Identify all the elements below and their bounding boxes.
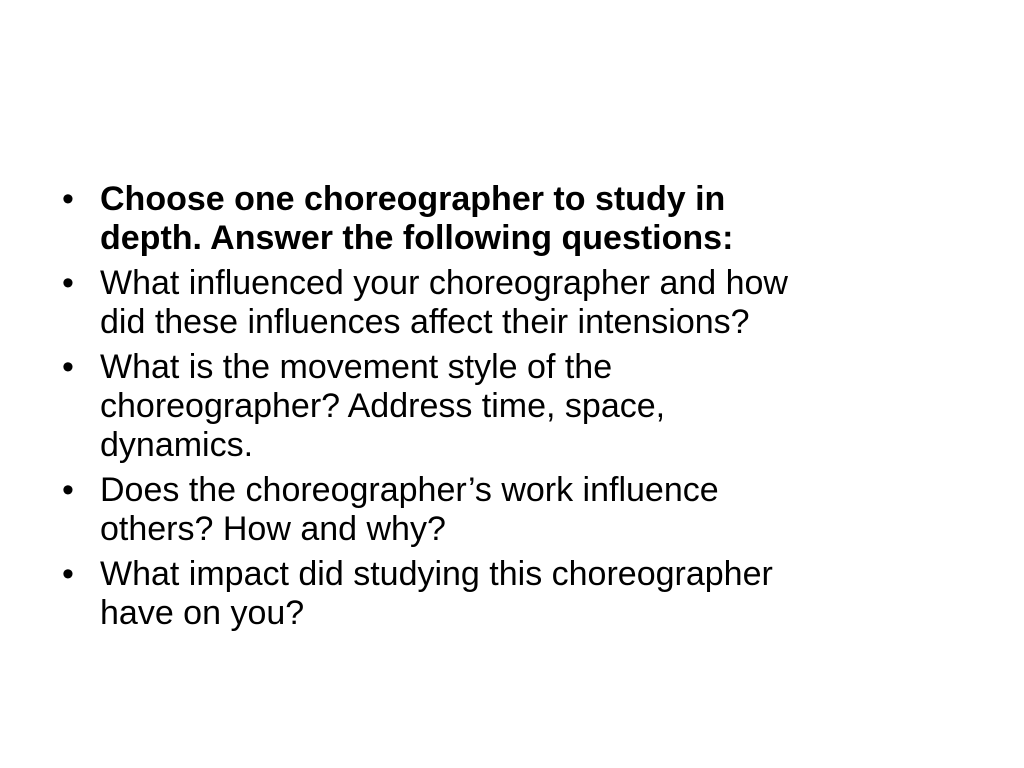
bullet-icon: • bbox=[62, 348, 74, 386]
bullet-item bbox=[62, 471, 962, 549]
bullet-item bbox=[62, 180, 962, 258]
bullet-line: Does the choreographer’s work influence bbox=[100, 471, 719, 509]
bullet-text bbox=[100, 180, 962, 258]
bullet-line: others? How and why? bbox=[100, 510, 446, 548]
bullet-line: dynamics. bbox=[100, 426, 254, 464]
bullet-line: did these influences affect their intensions? bbox=[100, 303, 750, 341]
bullet-line: Choose one choreographer to study in bbox=[100, 180, 726, 218]
bullet-icon: • bbox=[62, 555, 74, 593]
bullet-text bbox=[100, 555, 962, 633]
bullet-list bbox=[62, 180, 962, 639]
bullet-item bbox=[62, 348, 962, 465]
bullet-item bbox=[62, 264, 962, 342]
bullet-text bbox=[100, 264, 962, 342]
bullet-line: depth. Answer the following questions: bbox=[100, 219, 734, 257]
bullet-item bbox=[62, 555, 962, 633]
bullet-line: What is the movement style of the bbox=[100, 348, 613, 386]
bullet-icon: • bbox=[62, 180, 74, 218]
bullet-line: choreographer? Address time, space, bbox=[100, 387, 666, 425]
bullet-text bbox=[100, 348, 962, 465]
bullet-icon: • bbox=[62, 471, 74, 509]
bullet-icon: • bbox=[62, 264, 74, 302]
bullet-line: have on you? bbox=[100, 594, 305, 632]
bullet-line: What influenced your choreographer and how bbox=[100, 264, 788, 302]
bullet-line: What impact did studying this choreographer bbox=[100, 555, 773, 593]
bullet-text bbox=[100, 471, 962, 549]
